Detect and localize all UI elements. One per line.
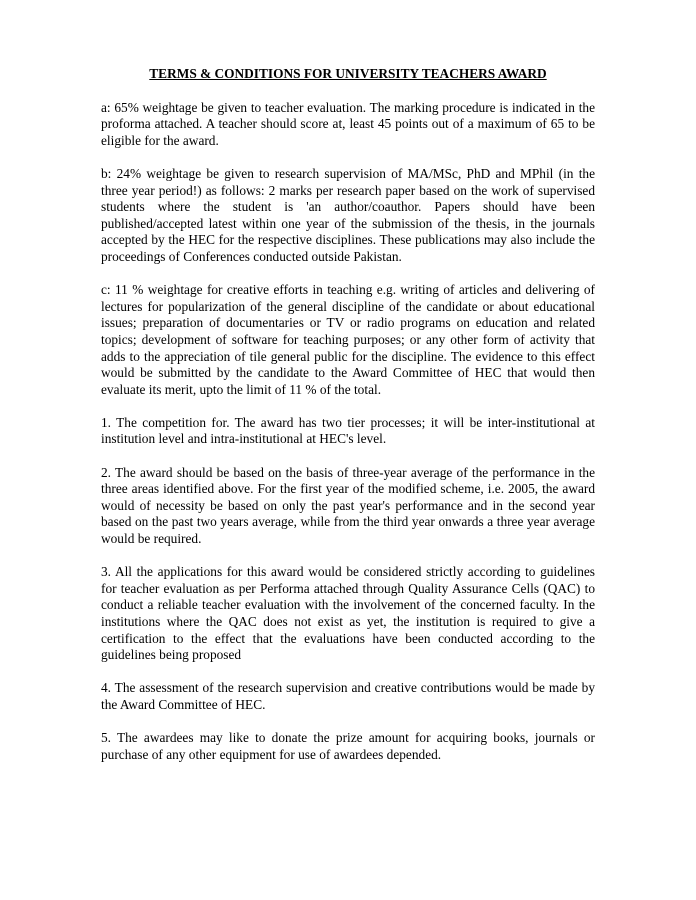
paragraph-4-assessment: 4. The assessment of the research supervision and creative contributions would be made by the Award Committee of HEC.	[101, 680, 595, 712]
document-page	[101, 66, 595, 780]
paragraph-3-applications: 3. All the applications for this award would be considered strictly according to guidelines for teacher evaluation as per Performa attached through Quality Assurance Cells (QAC) to conduct a reliable teacher evaluation with the involvement of the concerned faculty. In the institutions where the QAC does not exist as yet, the institution is required to give a certification to the effect that the evaluations have been conducted according to the guidelines being proposed	[101, 564, 595, 663]
paragraph-c-creative-efforts: c: 11 % weightage for creative efforts in teaching e.g. writing of articles and delivering of lectures for popularization of the general discipline of the candidate or about educational issues; preparation of documentaries or TV or radio programs on education and related topics; development of software for teaching purposes; or any other form of activity that adds to the appreciation of tile general public for the discipline. The evidence to this effect would be submitted by the candidate to the Award Committee of HEC that would then evaluate its merit, upto the limit of 11 % of the total.	[101, 282, 595, 397]
paragraph-5-awardees: 5. The awardees may like to donate the prize amount for acquiring books, journals or purchase of any other equipment for use of awardees depended.	[101, 730, 595, 762]
document-title: TERMS & CONDITIONS FOR UNIVERSITY TEACHERS AWARD	[149, 66, 547, 81]
paragraph-2-three-year-average: 2. The award should be based on the basis of three-year average of the performance in the three areas identified above. For the first year of the modified scheme, i.e. 2005, the award would of necessity be based on only the past year's performance and in the second year based on the past two years average, while from the third year onwards a three year average would be required.	[101, 464, 595, 547]
paragraph-1-competition: 1. The competition for. The award has two tier processes; it will be inter-institutional at institution level and intra-institutional at HEC's level.	[101, 414, 595, 447]
paragraph-a-teacher-evaluation: a: 65% weightage be given to teacher evaluation. The marking procedure is indicated in the proforma attached. A teacher should score at, least 45 points out of a maximum of 65 to be eligible for the award.	[101, 99, 595, 148]
paragraph-b-research-supervision: b: 24% weightage be given to research supervision of MA/MSc, PhD and MPhil (in the three year period!) as follows: 2 marks per research paper based on the work of supervised students where the student is 'an author/coauthor. Papers should have been published/accepted latest within one year of the submission of the thesis, in the journals accepted by the HEC for the respective disciplines. These publications may also include the proceedings of Conferences conducted outside Pakistan.	[101, 165, 595, 264]
